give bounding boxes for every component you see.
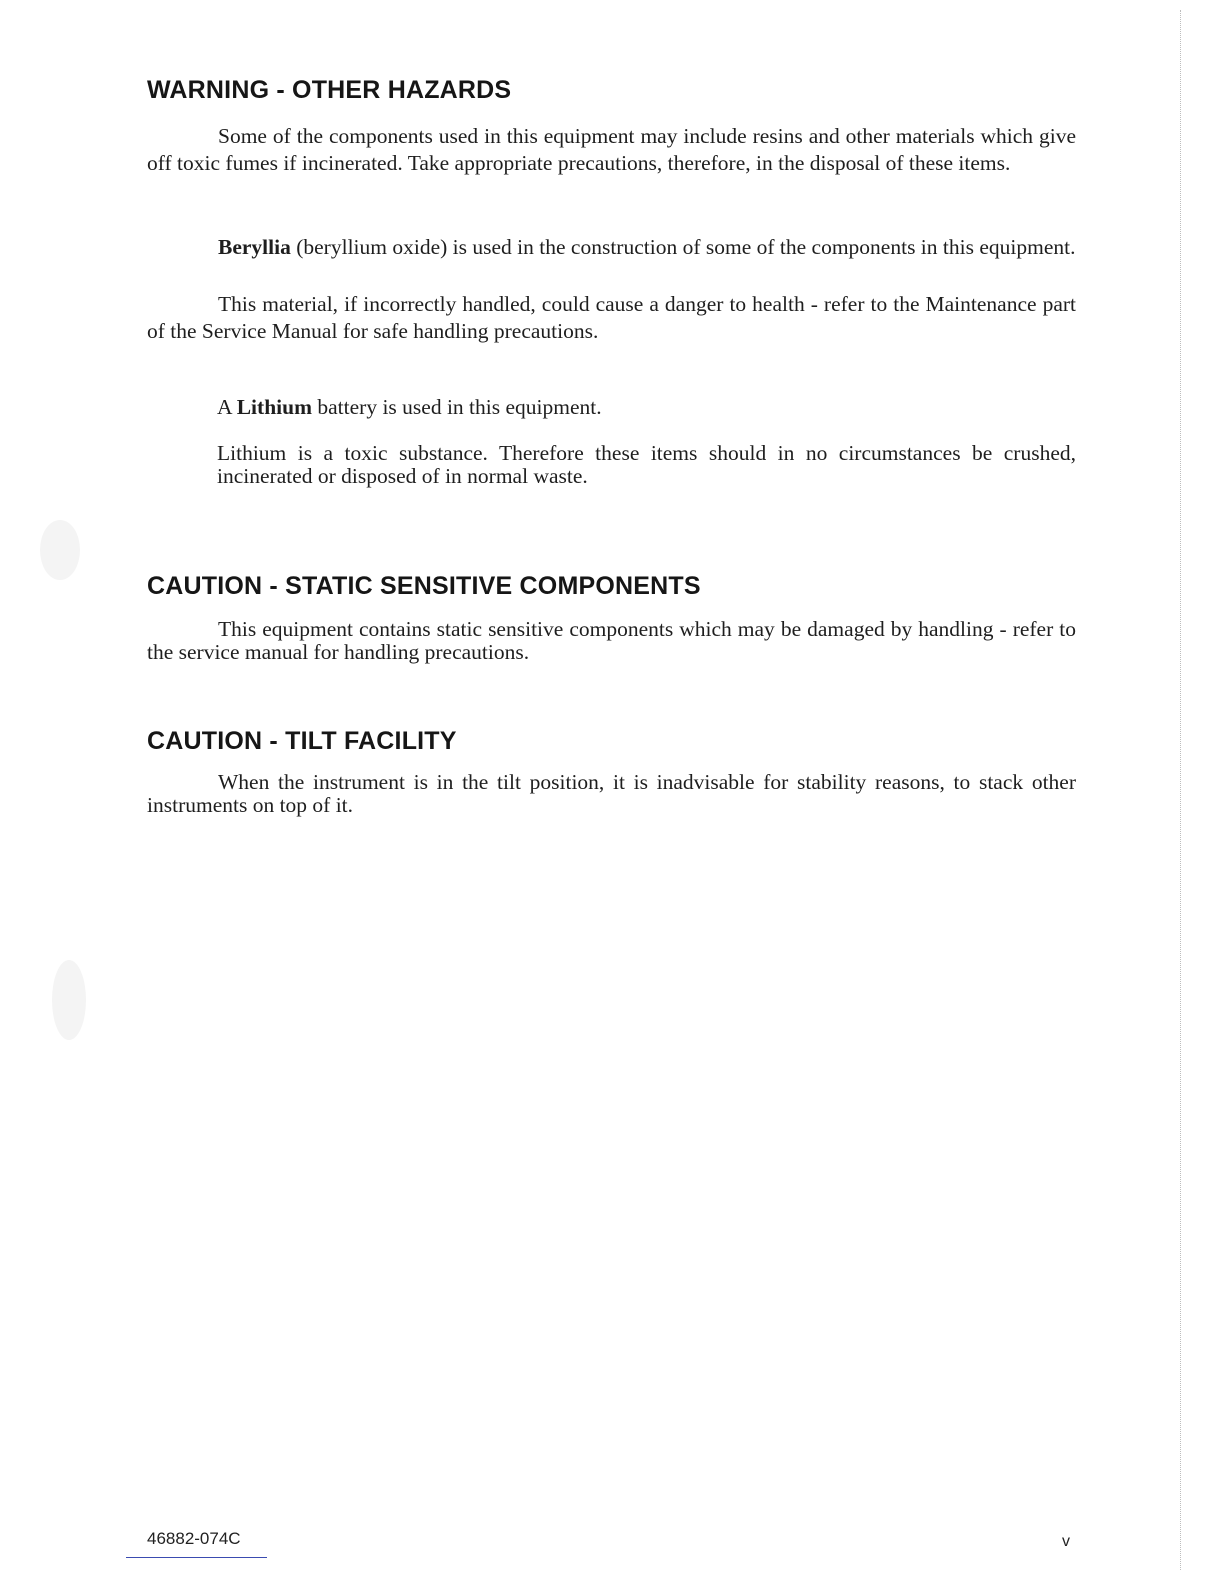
heading-caution-tilt: CAUTION - TILT FACILITY [147, 727, 457, 755]
lithium-term: Lithium [236, 395, 312, 419]
scan-smudge [52, 960, 86, 1040]
paragraph-static-components: This equipment contains static sensitive components which may be damaged by handling - refer to the service manual for handling precautions. [147, 617, 1076, 664]
paragraph-health-danger: This material, if incorrectly handled, could cause a danger to health - refer to the Maintenance part of the Service Manual for safe handling precautions. [147, 292, 1076, 343]
scan-edge-line [1180, 10, 1181, 1570]
paragraph-beryllia [147, 234, 1076, 261]
paragraph-lithium-battery [217, 394, 1076, 421]
page-number: v [1062, 1533, 1070, 1550]
paragraph-toxic-fumes: Some of the components used in this equipment may include resins and other materials which give off toxic fumes if incinerated. Take appropriate precautions, therefore, in the disposal of these items. [147, 124, 1076, 175]
beryllia-text: (beryllium oxide) is used in the construction of some of the components in this equipment. [290, 235, 1076, 259]
document-code: 46882-074C [147, 1529, 241, 1548]
footer-underline [126, 1557, 267, 1558]
lithium-prefix: A [217, 395, 237, 419]
heading-caution-static: CAUTION - STATIC SENSITIVE COMPONENTS [147, 572, 701, 600]
beryllia-term: Beryllia [218, 235, 291, 259]
scan-smudge [40, 520, 80, 580]
heading-warning-other-hazards: WARNING - OTHER HAZARDS [147, 76, 512, 104]
paragraph-lithium-toxic: Lithium is a toxic substance. Therefore these items should in no circumstances be crushed, incinerated or disposed of in normal waste. [217, 441, 1076, 488]
paragraph-tilt-stability: When the instrument is in the tilt position, it is inadvisable for stability reasons, to stack other instruments on top of it. [147, 770, 1076, 817]
lithium-text: battery is used in this equipment. [312, 395, 602, 419]
